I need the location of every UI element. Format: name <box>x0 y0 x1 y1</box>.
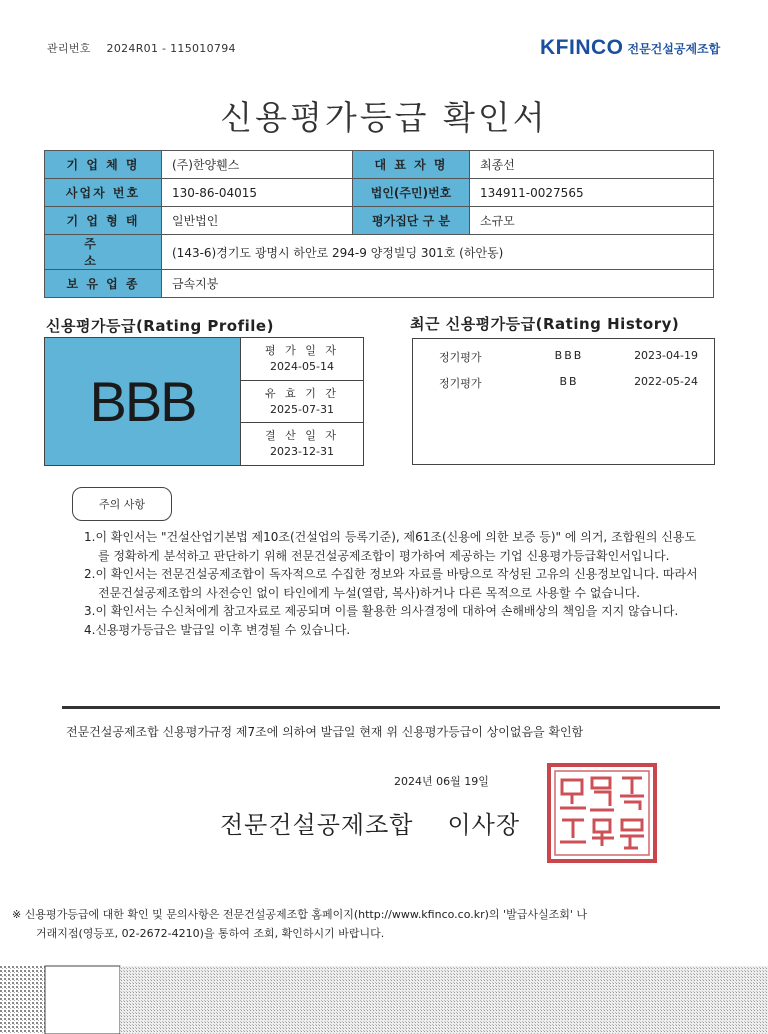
table-row <box>45 235 714 270</box>
type-value: 일반법인 <box>162 207 353 235</box>
eval-date-label: 평 가 일 자 <box>265 343 339 357</box>
industry-label: 보 유 업 종 <box>45 270 162 298</box>
signature-org: 전문건설공제조합 <box>220 811 414 839</box>
settle-label: 결 산 일 자 <box>265 429 339 443</box>
divider <box>62 706 720 709</box>
ceo-name: 최종선 <box>470 151 714 179</box>
footer-line-1: ※ 신용평가등급에 대한 확인 및 문의사항은 전문건설공제조합 홈페이지(http://www.kfinco.co.kr)의 '발급사실조회' 나 <box>12 908 587 921</box>
ceo-label: 대 표 자 명 <box>353 151 470 179</box>
table-row <box>45 179 714 207</box>
industry-value: 금속지붕 <box>162 270 714 298</box>
history-date: 2023-04-19 <box>634 349 698 362</box>
group-value: 소규모 <box>470 207 714 235</box>
valid-label: 유 효 기 간 <box>265 386 339 400</box>
document-title: 신용평가등급 확인서 <box>220 98 548 137</box>
table-row <box>45 207 714 235</box>
official-seal-stamp <box>546 762 658 864</box>
table-row <box>45 270 714 298</box>
address-label: 주 소 <box>45 235 162 270</box>
logo-org: 전문건설공제조합 <box>627 41 721 56</box>
eval-date-value: 2024-05-14 <box>270 359 334 373</box>
mgmt-value: 2024R01 - 115010794 <box>106 42 236 55</box>
history-grade: BB <box>559 375 579 388</box>
history-row <box>413 375 714 391</box>
notice-label: 주의 사항 <box>72 487 172 521</box>
type-label: 기 업 형 태 <box>45 207 162 235</box>
notice-list <box>84 528 704 639</box>
history-date: 2022-05-24 <box>634 375 698 388</box>
settle-cell <box>241 423 363 465</box>
history-type: 정기평가 <box>439 377 482 390</box>
bizno-label: 사업자 번호 <box>45 179 162 207</box>
issue-date: 2024년 06월 19일 <box>394 775 489 788</box>
company-info-table <box>44 150 714 298</box>
name-label: 기 업 체 명 <box>45 151 162 179</box>
confirmation-text: 전문건설공제조합 신용평가규정 제7조에 의하여 발급일 현재 위 신용평가등급이 상이없음을 확인함 <box>66 725 584 739</box>
rating-history-heading: 최근 신용평가등급(Rating History) <box>410 315 680 333</box>
corpno-value: 134911-0027565 <box>470 179 714 207</box>
kfinco-logo <box>540 36 720 60</box>
history-type: 정기평가 <box>439 351 482 364</box>
table-row <box>45 151 714 179</box>
valid-cell <box>241 381 363 424</box>
address-value: (143-6)경기도 광명시 하안로 294-9 양정빌딩 301호 (하안동) <box>162 235 714 270</box>
rating-dates <box>241 338 363 465</box>
notice-item: 1.이 확인서는 "건설산업기본법 제10조(건설업의 등록기준), 제61조(신용에 의한 보증 등)" 에 의거, 조합원의 신용도를 정확하게 분석하고 판단하기 위해 전문건설공제조합이 평가하여 제공하는 기업 신용평가등급확인서입니다. <box>84 530 697 563</box>
bizno-value: 130-86-04015 <box>162 179 353 207</box>
signature-line <box>220 805 520 840</box>
mgmt-label: 관리번호 <box>47 42 91 55</box>
footer-note <box>12 905 732 943</box>
rating-profile-box <box>44 337 364 466</box>
rating-grade: BBB <box>45 338 241 465</box>
history-row <box>413 349 714 365</box>
logo-brand: KFINCO <box>540 36 624 59</box>
notice-item: 2.이 확인서는 전문건설공제조합이 독자적으로 수집한 정보와 자료를 바탕으로 작성된 고유의 신용정보입니다. 따라서 전문건설공제조합의 사전승인 없이 타인에게 누설(열람, 복사)하거나 다른 목적으로 사용할 수 없습니다. <box>84 567 698 600</box>
notice-item: 3.이 확인서는 수신처에게 참고자료로 제공되며 이를 활용한 의사결정에 대하여 손해배상의 책임을 지지 않습니다. <box>84 604 679 618</box>
rating-history-box <box>412 338 715 465</box>
footer-line-2: 거래지점(영등포, 02-2672-4210)을 통하여 조회, 확인하시기 바랍니다. <box>36 927 385 940</box>
rating-profile-heading: 신용평가등급(Rating Profile) <box>46 317 274 335</box>
security-pattern-strip <box>0 962 768 1034</box>
valid-value: 2025-07-31 <box>270 402 334 416</box>
signature-title: 이사장 <box>447 811 521 839</box>
management-number <box>47 40 248 56</box>
eval-date-cell <box>241 338 363 381</box>
notice-item: 4.신용평가등급은 발급일 이후 변경될 수 있습니다. <box>84 622 351 637</box>
corpno-label: 법인(주민)번호 <box>353 179 470 207</box>
settle-value: 2023-12-31 <box>270 445 334 459</box>
group-label: 평가집단 구 분 <box>353 207 470 235</box>
company-name: (주)한양휀스 <box>162 151 353 179</box>
history-grade: BBB <box>554 349 584 362</box>
